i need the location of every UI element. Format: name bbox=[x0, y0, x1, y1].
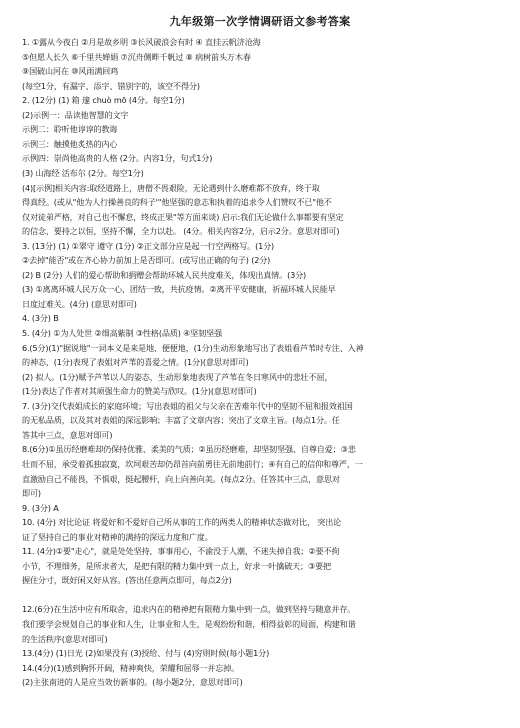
answer-line: (每空1分，有漏字、添字、错别字的，该空不得分) bbox=[22, 80, 200, 91]
answer-line: 示例四：崇尚他高贵的人格 (2分。内容1分，句式1分) bbox=[22, 153, 213, 164]
answer-line: ②去掉"能否"或在齐心协力前加上是否即可。(或写出正确的句子) (2分) bbox=[22, 255, 271, 266]
answer-line: (2)示例一：品读他智慧的文字 bbox=[22, 109, 129, 120]
answer-line: 的神态，(1分)表现了表姐对芦苇的喜爱之情。(1分)(意思对即可) bbox=[22, 357, 249, 368]
answer-line: 小节，不理细务，是所求者大，是把有限的精力集中到一点上，好求一叶擒破天；③要把 bbox=[22, 560, 331, 571]
answer-line: 9. (3分) A bbox=[22, 502, 59, 513]
answer-line: 6.(5分)(1)"据说地"一词本义是来是地、便便地，(1分)生动形象地写出了表姐看芦苇时专注、入神 bbox=[22, 342, 364, 353]
answer-line: 的信念，要持之以恒，坚持不懈，全力以赴。 (4分。相关内容2分，启示2分。意思对即可) bbox=[22, 226, 340, 237]
answer-line: 14.(4分)(1)感到胸怀开阔，精神爽快，荣耀和屈辱一并忘掉。 bbox=[22, 662, 240, 673]
answer-line: ⑤但愿人长久 ⑥千里共婵娟 ⑦沉舟侧畔千帆过 ⑧ 病树前头万木春 bbox=[22, 51, 251, 62]
answer-line: 12.(6分)在生活中应有所取舍，追求内在的精神把有限精力集中到一点，做到坚持与随意并存。 bbox=[22, 604, 356, 615]
answer-line: 示例二：聆听他谆谆的教诲 bbox=[22, 124, 118, 135]
answer-line: (2) B (2分) 人们的爱心帮助和捐赠会帮助环城人民共度难关，体现出真情。(3分) bbox=[22, 269, 307, 280]
answer-line: 仅对徒弟严格，对自己也不懈怠，终成正果"等方面来谈) 启示:我们无论做什么事都要有坚定 bbox=[22, 211, 344, 222]
answer-line: 13.(4分) (1)日光 (2)如果没有 (3)授给、付与 (4)穷则时候(每小题1分) bbox=[22, 648, 270, 659]
answer-line: 3. (13分) (1) ①翠守 遵守 (1分) ②正文部分应是起一行空两格写。(1分) bbox=[22, 240, 275, 251]
answer-line: (3) 山海经 活布尔 (2分。每空1分) bbox=[22, 167, 144, 178]
answer-line: 7. (3分)交代表姐成长的家庭环境；写出表姐的祖父与父亲在苦难年代中的坚韧不屈和报效祖国 bbox=[22, 400, 353, 411]
answer-line: 10. (4分) 对比论证 将爱好和不爱好自己所从事的工作的两类人的精神状态做对比， 突出论 bbox=[22, 517, 342, 528]
answer-line: 5. (4分) ①为人处世 ②细高紫制 ③性格(品质) ④坚韧坚强 bbox=[22, 328, 223, 338]
answer-line: 直激励自己不能畏，不惧艰，挺起腰杆，向上向善向美。(每点2分。任答其中三点，意思对 bbox=[22, 473, 340, 484]
answer-line: 1. ①露从今夜白 ②月是故乡明 ③长风破浪会有时 ④ 直挂云帆济沧海 bbox=[22, 37, 261, 47]
answer-line: 示例三：触摸他炙热的内心 bbox=[22, 138, 118, 149]
answer-line: 得真经。(或从"他为人行操善良的科子'"他坚强的意志和执着的追求令人们赞叹不已"他不 bbox=[22, 197, 332, 208]
answer-line: (1分)表达了作者对其顽强生命力的赞美与欣叹。(1分)(意思对即可) bbox=[22, 386, 257, 397]
answer-line: 的无私品质，以及其对表姐的深远影响；丰富了文章内容；突出了文章主旨。(每点1分。任 bbox=[22, 415, 340, 426]
answer-line: 答其中三点，意思对即可) bbox=[22, 429, 113, 440]
answer-line: 证了坚持自己的事业对精神的满持的深远力度和广度。 bbox=[22, 531, 213, 542]
answer-line: (4)[示例]相关内容:取经道路上，唐僧不畏艰险，无论遇到什么磨难都不放弃，终于取 bbox=[22, 182, 320, 193]
answer-line: 日度过难关。(4分) (意思对即可) bbox=[22, 298, 137, 309]
answer-line: 壮而不屈，承受着孤独寂寞，坎坷艰苦却仍昂首向前勇往无前地前行；④有自己的信仰和尊严，一 bbox=[22, 458, 363, 469]
answer-line: 11. (4分)①要"走心"，就是处处坚持，事事用心，不渝没于人潮，不迷失掉自我；②要不拘 bbox=[22, 546, 340, 557]
answer-line: 我们要学会规划自己的事业和人生，让事业和人生，是观纷纷和谐，相得益彰的局面，构建和谐 bbox=[22, 619, 356, 629]
answer-line: (2) 拟人。(1分)赋予芦苇以人的姿态，生动形象地表现了芦苇在冬日寒风中的悲壮不屈， bbox=[22, 371, 333, 382]
answer-line: (3) ①离离环城人民万众一心，团结一致，共抗疫情。②离开平安健康，祈福环城人民能早 bbox=[22, 284, 336, 295]
answer-line: (2)主张南进的人是应当效仿新事的。(每小题2分，意思对即可) bbox=[22, 677, 243, 688]
answer-line: 即可) bbox=[22, 488, 41, 499]
answer-line: 2. (12分) (1) 箱 邃 chuò mō (4分。每空1分) bbox=[22, 95, 185, 106]
answer-line: 的生活秩序(意思对即可) bbox=[22, 633, 108, 644]
answer-line: 4. (3分) B bbox=[22, 313, 59, 324]
answer-line: 握住分寸，既好闲又好从容。(答出任意两点即可，每点2分) bbox=[22, 575, 232, 586]
answer-line: ⑨国破山河在 ⑩风雨满回鸡 bbox=[22, 66, 119, 77]
document-title: 九年级第一次学情调研语文参考答案 bbox=[169, 15, 351, 28]
answer-line: 8.(6分)①虽历经磨难却仍保持优雅、柔美的气质；②虽历经磨难，却坚韧坚强、自尊自爱；③悲 bbox=[22, 444, 356, 455]
